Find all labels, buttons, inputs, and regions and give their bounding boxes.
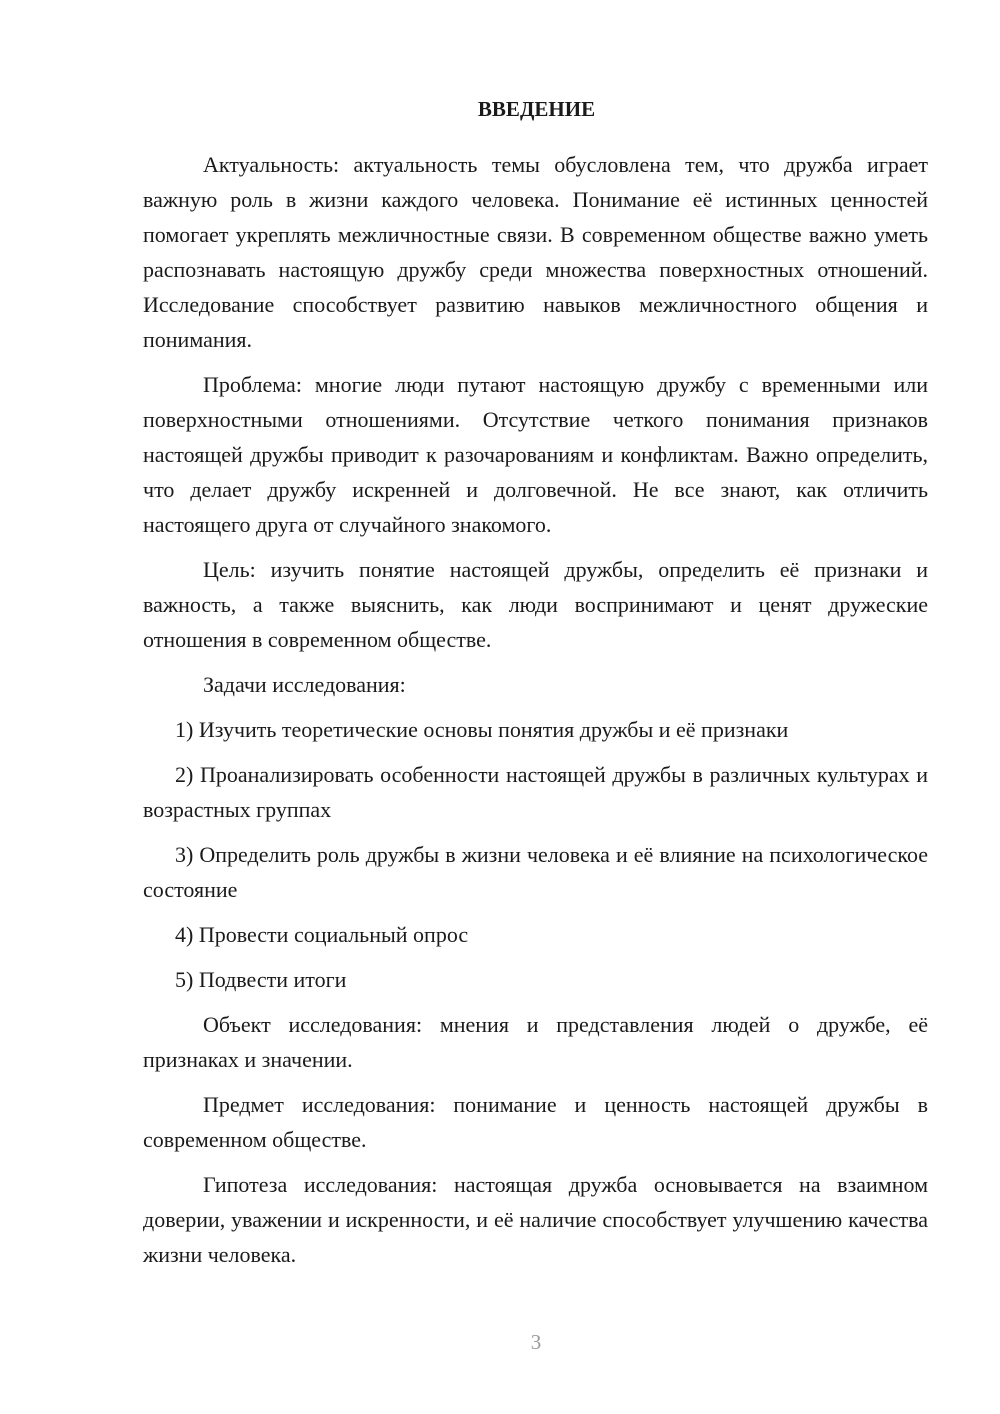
- task-item-3: 3) Определить роль дружбы в жизни человека и её влияние на психологическое состояние: [143, 842, 928, 902]
- goal-paragraph: Цель: изучить понятие настоящей дружбы, определить её признаки и важность, а также выяснить, как люди воспринимают и ценят дружеские отношения в современном обществе.: [143, 557, 928, 652]
- section-title: ВВЕДЕНИЕ: [477, 97, 596, 121]
- relevance-paragraph: Актуальность: актуальность темы обусловлена тем, что дружба играет важную роль в жизни каждого человека. Понимание её истинных ценностей помогает укреплять межличностные связи. В современном обществе важно уметь распознавать настоящую дружбу среди множества поверхностных отношений. Исследование способствует развитию навыков межличностного общения и понимания.: [143, 152, 928, 352]
- task-item-2: 2) Проанализировать особенности настоящей дружбы в различных культурах и возрастных группах: [143, 762, 928, 822]
- task-item-1: 1) Изучить теоретические основы понятия дружбы и её признаки: [175, 717, 789, 742]
- subject-paragraph: Предмет исследования: понимание и ценность настоящей дружбы в современном обществе.: [143, 1092, 928, 1152]
- page-number: 3: [530, 1330, 542, 1354]
- task-item-5: 5) Подвести итоги: [175, 967, 347, 992]
- document-page: [143, 92, 928, 1282]
- problem-paragraph: Проблема: многие люди путают настоящую дружбу с временными или поверхностными отношениями. Отсутствие четкого понимания признаков настоящей дружбы приводит к разочарованиям и конфликтам. Важно определить, что делает дружбу искренней и долговечной. Не все знают, как отличить настоящего друга от случайного знакомого.: [143, 372, 928, 537]
- object-paragraph: Объект исследования: мнения и представления людей о дружбе, её признаках и значении.: [143, 1012, 928, 1072]
- tasks-heading: Задачи исследования:: [203, 672, 406, 697]
- hypothesis-paragraph: Гипотеза исследования: настоящая дружба основывается на взаимном доверии, уважении и искренности, и её наличие способствует улучшению качества жизни человека.: [143, 1172, 928, 1267]
- task-item-4: 4) Провести социальный опрос: [175, 922, 469, 947]
